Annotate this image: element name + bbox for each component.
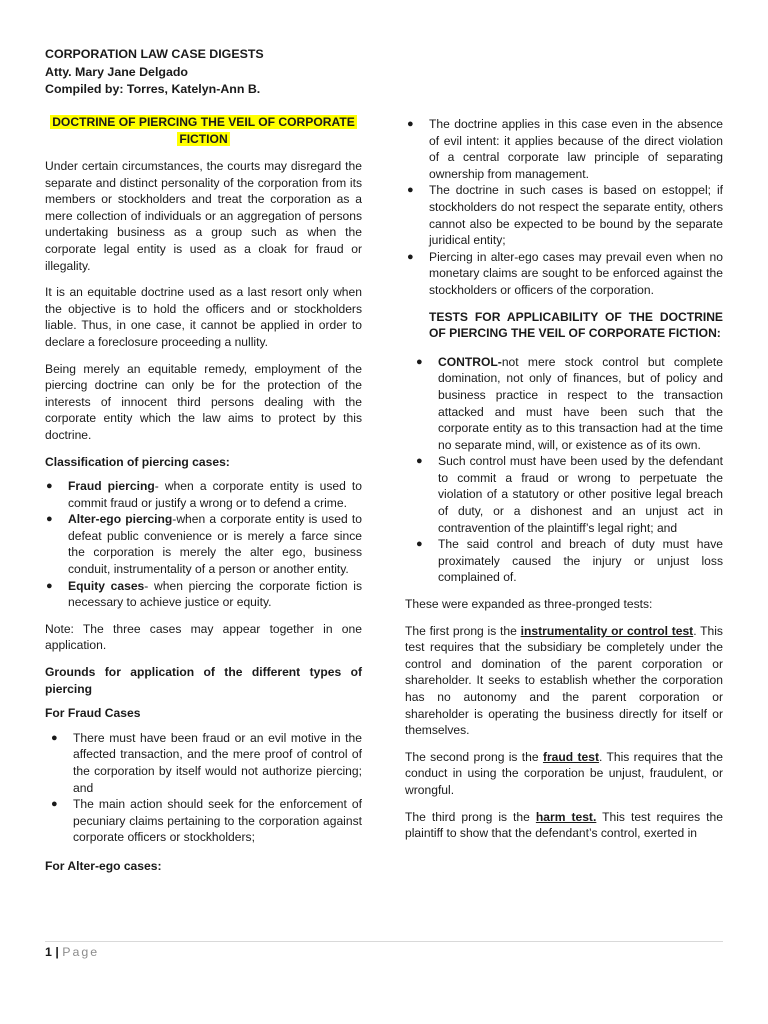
list-item: ● Piercing in alter-ego cases may prevail even when no monetary claims are sought to be enforced against the stockholders or officers of the corporation. xyxy=(407,249,723,297)
paragraph-1: Under certain circumstances, the courts may disregard the separate and distinct personality of the corporation from its members or stockholders and treat the corporation as a mere collection of individuals or an aggregation of persons undertaking business as a group such as when the corporate legal entity is used as a cloak for fraud or illegality. xyxy=(45,159,362,273)
third-prong-paragraph: The third prong is the harm test. This test requires the plaintiff to show that the defendant’s control, exerted in xyxy=(405,809,723,841)
document-header xyxy=(45,46,264,99)
footer-separator: | xyxy=(51,945,63,959)
expanded-paragraph: These were expanded as three-pronged tests: xyxy=(405,597,653,612)
list-item: ● Alter-ego piercing-when a corporate entity is used to defeat public convenience or is merely a farce since the corporation is merely the alter ego, business conduit, instrumentality of a person or another entity. xyxy=(46,512,362,577)
classification-heading: Classification of piercing cases: xyxy=(45,454,230,469)
instructor-name: Atty. Mary Jane Delgado xyxy=(45,64,188,79)
list-item: ● The doctrine in such cases is based on estoppel; if stockholders do not respect the separate entity, others cannot also be expected to be bound by the separate juridical entity; xyxy=(407,183,723,248)
course-title: CORPORATION LAW CASE DIGESTS xyxy=(45,47,264,61)
fraud-cases-heading: For Fraud Cases xyxy=(45,706,141,721)
first-prong-paragraph: The first prong is the instrumentality or control test. This test requires that the subsidiary be completely under the control and domination of the parent corporation or shareholder. It seeks to establish whether the corporation has no autonomy and the parent corporation or shareholder is operating the business directly for itself or themselves. xyxy=(405,623,723,738)
section-title xyxy=(45,114,362,148)
bullet-icon: ● xyxy=(407,118,414,130)
second-prong-paragraph: The second prong is the fraud test. This requires that the conduct in using the corporation be unjust, fraudulent, or wrongful. xyxy=(405,749,723,797)
paragraph-2: It is an equitable doctrine used as a last resort only when the objective is to hold the officers and or stockholders liable. Thus, in one case, it cannot be applied in order to declare a foreclosure proceeding a nullity. xyxy=(45,285,362,349)
instrumentality-test-term: instrumentality or control test xyxy=(520,623,694,638)
classification-list xyxy=(45,478,362,611)
alter-ego-heading: For Alter-ego cases: xyxy=(45,858,162,873)
compiler-name: Compiled by: Torres, Katelyn-Ann B. xyxy=(45,82,261,96)
bullet-icon: ● xyxy=(46,513,53,526)
section-title-line2: FICTION xyxy=(179,132,228,146)
bullet-icon: ● xyxy=(51,731,58,744)
list-item: ● CONTROL-not mere stock control but complete domination, not only of finances, but of policy and business practice in respect to the transaction attacked and must have been such that the corporate entity as to this transaction had at the time no separate mind, will, or existence as of its own. xyxy=(416,354,723,452)
note-paragraph: Note: The three cases may appear together in one application. xyxy=(45,621,362,653)
bullet-icon: ● xyxy=(407,250,414,263)
footer-divider xyxy=(45,941,723,942)
list-item: ● The main action should seek for the enforcement of pecuniary claims pertaining to the corporation against corporate officers or stockholders; xyxy=(51,797,362,845)
list-item: ● The doctrine applies in this case even in the absence of evil intent: it applies because of the direct violation of a central corporate law principle of separating ownership from management. xyxy=(407,117,723,181)
fraud-test-term: fraud test xyxy=(542,749,600,764)
page-label: Page xyxy=(62,945,100,959)
grounds-heading: Grounds for application of the different types of piercing xyxy=(45,665,362,696)
section-title-line1: DOCTRINE OF PIERCING THE VEIL OF CORPORATE xyxy=(52,115,355,129)
paragraph-3: Being merely an equitable remedy, employment of the piercing doctrine can only be for the protection of the interests of innocent third persons dealing with the corporate entity which the law aims to protect by this doctrine. xyxy=(45,361,362,442)
harm-test-term: harm test. xyxy=(535,809,597,824)
list-item: ● Equity cases- when piercing the corporate fiction is necessary to achieve justice or equity. xyxy=(46,578,362,610)
list-item: ● Fraud piercing- when a corporate entity is used to commit fraud or justify a wrong or to defend a crime. xyxy=(46,479,362,510)
list-item: ● There must have been fraud or an evil motive in the affected transaction, and the mere proof of control of the corporation by itself would not authorize piercing; and xyxy=(51,730,362,795)
tests-heading: TESTS FOR APPLICABILITY OF THE DOCTRINE OF PIERCING THE VEIL OF CORPORATE FICTION: xyxy=(429,309,723,341)
list-item: ● The said control and breach of duty must have proximately caused the injury or unjust loss complained of. xyxy=(416,537,723,585)
page-number: 1 xyxy=(45,945,52,959)
bullet-icon: ● xyxy=(46,480,53,493)
fraud-cases-list xyxy=(45,730,362,846)
bullet-icon: ● xyxy=(416,455,423,468)
alter-ego-list xyxy=(405,116,723,299)
right-column xyxy=(405,116,723,852)
bullet-icon: ● xyxy=(51,798,58,811)
bullet-icon: ● xyxy=(407,184,414,197)
bullet-icon: ● xyxy=(46,579,53,592)
list-item: ● Such control must have been used by the defendant to commit a fraud or wrong to perpetuate the violation of a statutory or other positive legal breach of duty, or a dishonest and an unjust act in contravention of the plaintiff’s legal right; and xyxy=(416,454,723,535)
control-list xyxy=(405,354,723,586)
page-footer xyxy=(45,944,99,961)
bullet-icon: ● xyxy=(416,538,423,551)
left-column xyxy=(45,114,362,883)
bullet-icon: ● xyxy=(416,355,423,368)
